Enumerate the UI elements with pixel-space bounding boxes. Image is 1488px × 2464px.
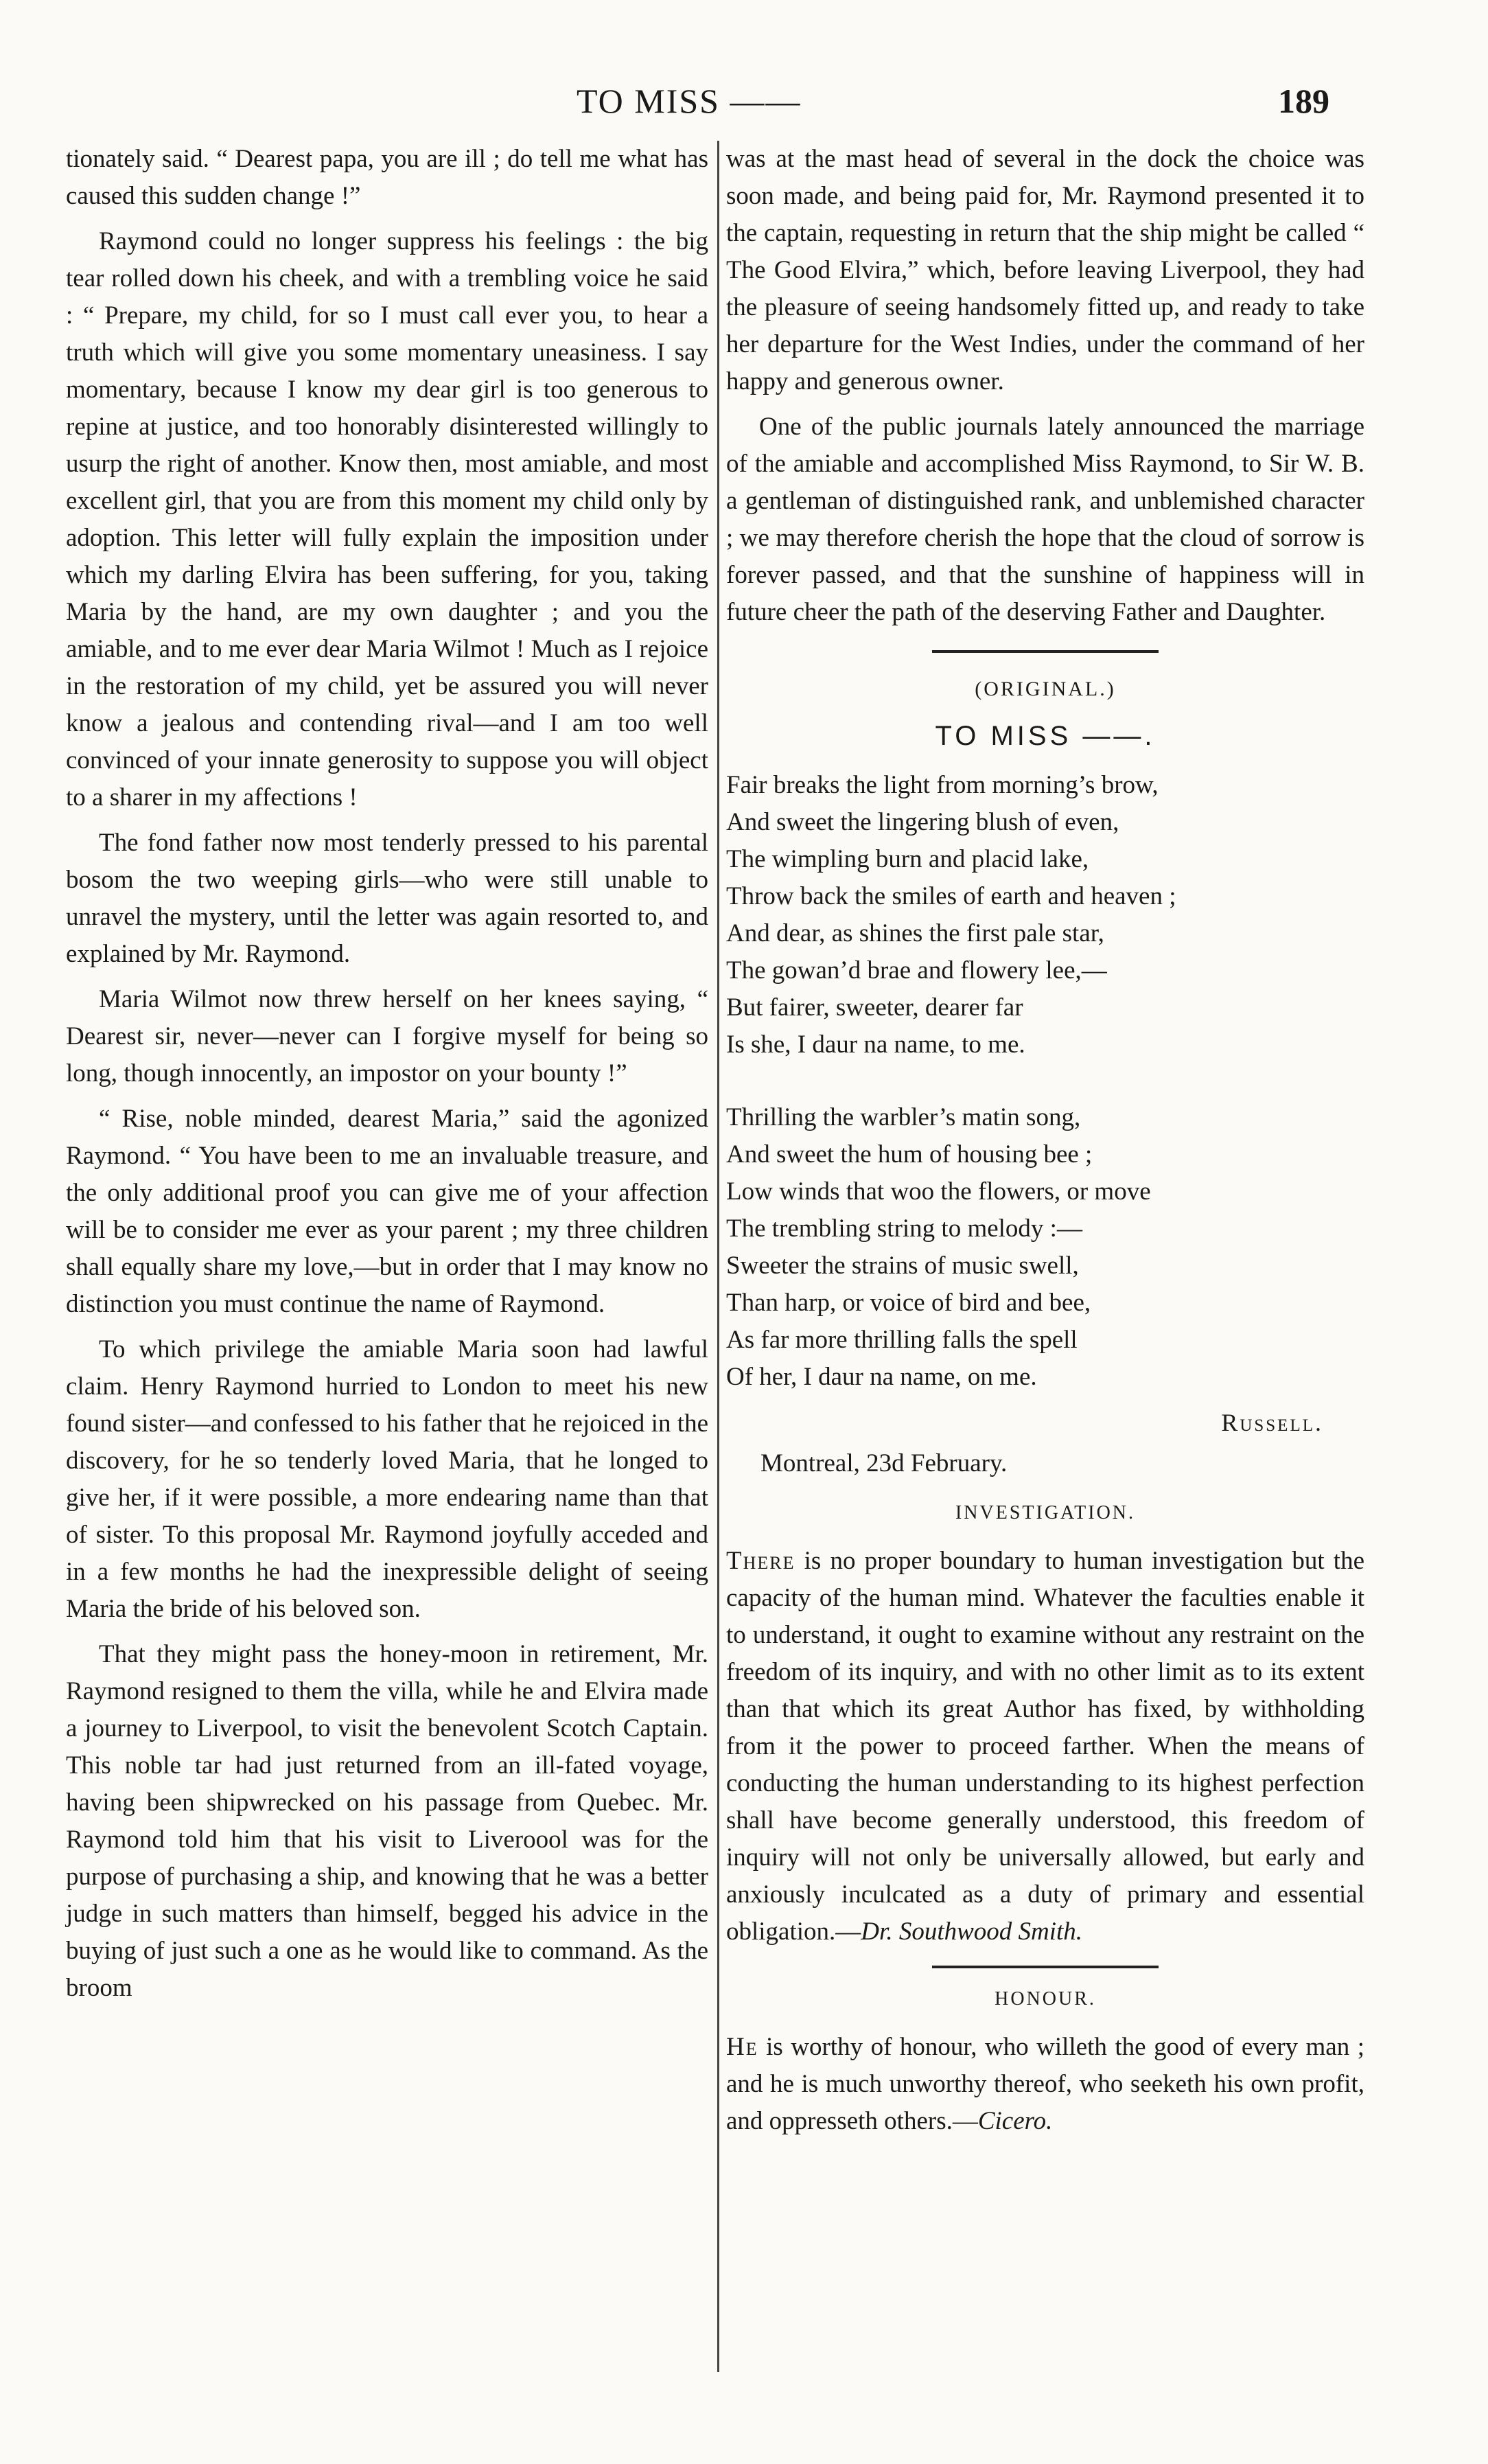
paragraph: tionately said. “ Dearest papa, you are ill ; do tell me what has caused this sudden change !”	[66, 145, 708, 210]
honour-paragraph	[726, 2029, 1364, 2140]
paragraph: One of the public journals lately announced the marriage of the amiable and accomplished Miss Raymond, to Sir W. B. a gentleman of distinguished rank, and unblemished character ; we may therefore cherish the hope that the cloud of sorrow is forever passed, and that the sunshine of happiness will in future cheer the path of the deserving Father and Daughter.	[726, 413, 1364, 626]
paragraph: To which privilege the amiable Maria soon had lawful claim. Henry Raymond hurried to London to meet his new found sister—and confessed to his father that he rejoiced in the discovery, for he so tenderly loved Maria, that he longed to give her, if it were possible, a more endearing name than that of sister. To this proposal Mr. Raymond joyfully acceded and in a few months he had the inexpressible delight of seeing Maria the bride of his beloved son.	[66, 1335, 708, 1623]
poem-label: (ORIGINAL.)	[975, 678, 1116, 700]
poem-line: And sweet the lingering blush of even,	[726, 808, 1119, 836]
running-head	[0, 81, 1488, 129]
poem-line: Fair breaks the light from morning’s brow,	[726, 771, 1159, 799]
investigation-paragraph	[726, 1543, 1364, 1950]
investigation-attribution: Dr. Southwood Smith.	[861, 1918, 1083, 1946]
poem-stanza-1	[726, 767, 1364, 1063]
investigation-heading: INVESTIGATION.	[955, 1502, 1136, 1523]
poem-line: Sweeter the strains of music swell,	[726, 1252, 1079, 1280]
honour-body: is worthy of honour, who willeth the good of every man ; and he is much unworthy thereof, who seeketh his own profit, and oppresseth others.—	[726, 2033, 1364, 2135]
right-column	[717, 141, 1364, 2372]
poem-signature: Russell.	[1221, 1409, 1323, 1436]
poem-line: And dear, as shines the first pale star,	[726, 919, 1104, 947]
investigation-body: is no proper boundary to human investigation but the capacity of the human mind. Whatever the faculties enable it to understand, it ought to examine without any restraint on the freedom of its inquiry, and with no other limit as to its extent than that which its great Author has fixed, by withholding from it the power to proceed farther. When the means of conducting the human understanding to its highest perfection shall have become generally understood, this freedom of inquiry will not only be universally allowed, but early and anxiously inculcated as a duty of primary and essential obligation.—	[726, 1547, 1364, 1946]
paragraph: The fond father now most tenderly pressed to his parental bosom the two weeping girls—who were still unable to unravel the mystery, until the letter was again resorted to, and explained by Mr. Raymond.	[66, 829, 708, 968]
poem-line: Is she, I daur na name, to me.	[726, 1030, 1025, 1059]
poem-line: The wimpling burn and placid lake,	[726, 845, 1089, 873]
section-divider	[932, 1966, 1159, 1968]
poem-stanza-2	[726, 1099, 1364, 1396]
poem-line: Thrilling the warbler’s matin song,	[726, 1103, 1081, 1131]
paragraph: Maria Wilmot now threw herself on her knees saying, “ Dearest sir, never—never can I forgive myself for being so long, though innocently, an impostor on your bounty !”	[66, 985, 708, 1087]
honour-heading: HONOUR.	[995, 1988, 1096, 2010]
running-title: TO MISS ——	[577, 82, 802, 120]
poem-line: And sweet the hum of housing bee ;	[726, 1140, 1093, 1168]
honour-lead: He	[726, 2033, 758, 2061]
paragraph: Raymond could no longer suppress his feelings : the big tear rolled down his cheek, and with a trembling voice he said : “ Prepare, my child, for so I must call ever you, to hear a truth which will give you some momentary uneasiness. I say momentary, because I know my dear girl is too generous to repine at justice, and too honorably disinterested willingly to usurp the right of another. Know then, most amiable, and most excellent girl, that you are from this moment my child only by adoption. This letter will fully explain the imposition under which my darling Elvira has been suffering, for you, taking Maria by the hand, are my own daughter ; and you the amiable, and to me ever dear Maria Wilmot ! Much as I rejoice in the restoration of my child, yet be assured you will never know a jealous and contending rival—and I am too well convinced of your innate generosity to suppose you will object to a sharer in my affections !	[66, 227, 708, 811]
page-number: 189	[1278, 82, 1329, 120]
poem-line: The gowan’d brae and flowery lee,—	[726, 956, 1107, 985]
poem-line: Of her, I daur na name, on me.	[726, 1363, 1037, 1391]
section-divider	[932, 650, 1159, 653]
paragraph: was at the mast head of several in the dock the choice was soon made, and being paid for, Mr. Raymond presented it to the captain, requesting in return that the ship might be called “ The Good Elvira,” which, before leaving Liverpool, they had the pleasure of seeing handsomely fitted up, and ready to take her departure for the West Indies, under the command of her happy and generous owner.	[726, 145, 1364, 395]
poem-line: Throw back the smiles of earth and heaven ;	[726, 882, 1176, 910]
poem-line: As far more thrilling falls the spell	[726, 1326, 1078, 1354]
investigation-lead: There	[726, 1547, 795, 1575]
paragraph: “ Rise, noble minded, dearest Maria,” said the agonized Raymond. “ You have been to me an invaluable treasure, and the only additional proof you can give me of your affection will be to consider me ever as your parent ; my three children shall equally share my love,—but in order that I may know no distinction you must continue the name of Raymond.	[66, 1105, 708, 1318]
poem-line: But fairer, sweeter, dearer far	[726, 993, 1023, 1022]
poem-line: Than harp, or voice of bird and bee,	[726, 1289, 1091, 1317]
poem-title: TO MISS ——.	[935, 721, 1156, 751]
left-column	[66, 141, 708, 2015]
honour-attribution: Cicero.	[977, 2107, 1053, 2135]
poem-line: The trembling string to melody :—	[726, 1214, 1082, 1243]
paragraph: That they might pass the honey-moon in retirement, Mr. Raymond resigned to them the villa, while he and Elvira made a journey to Liverpool, to visit the benevolent Scotch Captain. This noble tar had just returned from an ill-fated voyage, having been shipwrecked on his passage from Quebec. Mr. Raymond told him that his visit to Liveroool was for the purpose of purchasing a ship, and knowing that he was a better judge in such matters than himself, begged his advice in the buying of just such a one as he would like to command. As the broom	[66, 1640, 708, 2002]
poem-dateline: Montreal, 23d February.	[760, 1449, 1008, 1477]
poem-line: Low winds that woo the flowers, or move	[726, 1177, 1151, 1206]
